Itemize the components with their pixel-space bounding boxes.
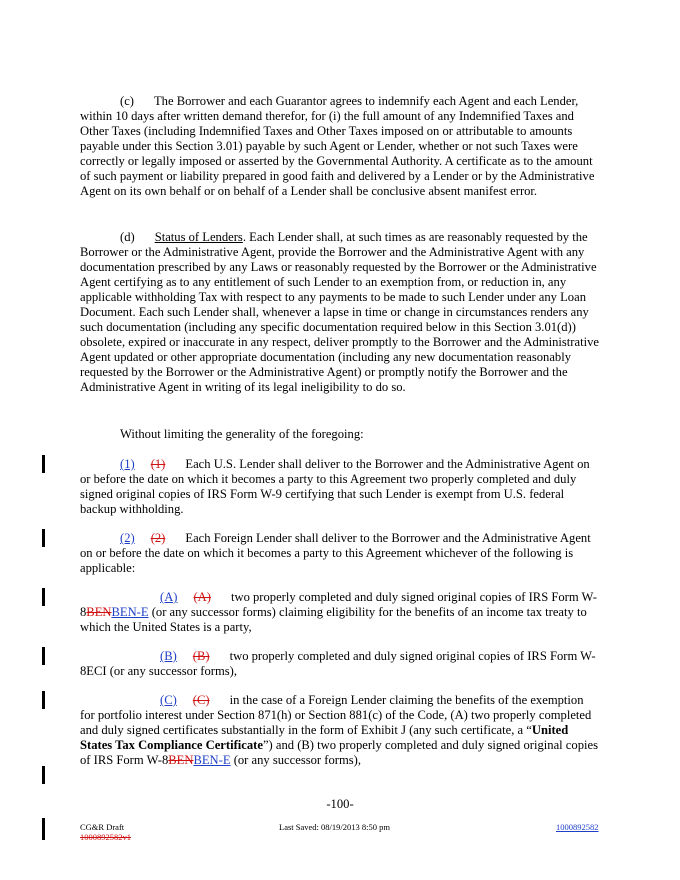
paragraph-c-label: (c) xyxy=(120,94,134,108)
item-A-form-inserted: BEN-E xyxy=(111,605,149,619)
item-A-text-pre: two properly completed and duly signed original copies of IRS Form W-8 xyxy=(80,590,597,619)
item-B-text: two properly completed and duly signed original copies of IRS Form W-8ECI (or any successor forms), xyxy=(80,649,596,678)
item-B-inserted-label: (B) xyxy=(160,649,177,663)
item-2-text: Each Foreign Lender shall deliver to the Borrower and the Administrative Agent on or before the date on which it becomes a party to this Agreement whichever of the following is applicable: xyxy=(80,531,591,575)
item-2 xyxy=(80,531,600,576)
page-number: -100- xyxy=(326,797,354,811)
change-bar xyxy=(42,455,45,473)
item-B xyxy=(80,649,600,679)
footer-left xyxy=(80,822,131,842)
paragraph-d-text: . Each Lender shall, at such times as are reasonably requested by the Borrower or the Administrative Agent, provide the Borrower and the Administrative Agent with any documentation prescribed by any Laws or reasonably requested by the Borrower or the Administrative Agent certifying as to any entitlement of such Lender to an exemption from, or reduction in, any applicable withholding Tax with respect to any payments to be made to such Lender under any Loan Document. Each such Lender shall, whenever a lapse in time or change in circumstances renders any such documentation (including any specific documentation required below in this Section 3.01(d)) obsolete, expired or inaccurate in any respect, deliver promptly to the Borrower and the Administrative Agent updated or other appropriate documentation (including any new documentation reasonably requested by the Borrower or the Administrative Agent) or promptly notify the Borrower and the Administrative Agent in writing of its legal ineligibility to do so. xyxy=(80,230,599,394)
item-1 xyxy=(80,457,600,517)
footer-docnum: 1000892582 xyxy=(556,822,599,832)
paragraph-d-heading: Status of Lenders xyxy=(154,230,243,244)
footer-draft-label: CG&R Draft xyxy=(80,822,125,832)
item-C-text-pre: in the case of a Foreign Lender claiming the benefits of the exemption for portfolio interest under Section 871(h) or Section 881(c) of the Code, (A) two properly completed and duly signed certificates substantially in the form of Exhibit J (any such certificate, a “ xyxy=(80,693,592,737)
item-C-text-post: (or any successor forms), xyxy=(230,753,361,767)
item-A-inserted-label: (A) xyxy=(160,590,178,604)
change-bar xyxy=(42,818,45,840)
item-A-text-post: (or any successor forms) claiming eligibility for the benefits of an income tax treaty to which the United States is a party, xyxy=(80,605,587,634)
item-C xyxy=(80,693,600,768)
change-bar xyxy=(42,766,45,784)
change-bar xyxy=(42,691,45,709)
item-C-inserted-label: (C) xyxy=(160,693,177,707)
item-2-inserted-label: (2) xyxy=(120,531,135,545)
item-C-deleted-label: (C) xyxy=(192,693,210,707)
item-1-inserted-label: (1) xyxy=(120,457,135,471)
item-2-deleted-label: (2) xyxy=(150,531,166,545)
footer-last-saved: Last Saved: 08/19/2013 8:50 pm xyxy=(279,822,390,832)
item-C-defined-term: United States Tax Compliance Certificate xyxy=(80,723,569,752)
footer-deleted-docnum: 100089258​2v1 xyxy=(80,832,131,842)
item-1-text: Each U.S. Lender shall deliver to the Borrower and the Administrative Agent on or before the date on which it becomes a party to this Agreement two properly completed and duly signed original copies of IRS Form W-9 certifying that such Lender is exempt from U.S. federal backup withholding. xyxy=(80,457,590,516)
change-bar xyxy=(42,588,45,606)
change-bar xyxy=(42,647,45,665)
paragraph-d-label: (d) xyxy=(120,230,135,244)
change-bar xyxy=(42,529,45,547)
item-C-text-mid: ”) and (B) two properly completed and duly signed original copies of IRS Form W-8 xyxy=(80,738,598,767)
paragraph-c-text: The Borrower and each Guarantor agrees to indemnify each Agent and each Lender, within 10 days after written demand therefor, for (i) the full amount of any Indemnified Taxes and Other Taxes (including Indemnified Taxes and Other Taxes imposed on or attributable to amounts payable under this Section 3.01) payable by such Agent or Lender, whether or not such Taxes were correctly or legally imposed or asserted by the Governmental Authority. A certificate as to the amount of such payment or liability prepared in good faith and delivered by a Lender or by the Administrative Agent on its own behalf or on behalf of a Lender shall be conclusive absent manifest error. xyxy=(80,94,595,198)
paragraph-c xyxy=(80,94,600,199)
intro-text: Without limiting the generality of the foregoing: xyxy=(120,427,364,441)
item-C-form-deleted: BEN xyxy=(168,753,194,767)
item-1-deleted-label: (1) xyxy=(150,457,166,471)
intro-line xyxy=(80,427,600,442)
item-A-form-deleted: BEN xyxy=(86,605,112,619)
item-C-form-inserted: BEN-E xyxy=(193,753,231,767)
item-A-deleted-label: (A) xyxy=(193,590,211,604)
paragraph-d xyxy=(80,230,600,395)
item-B-deleted-label: (B) xyxy=(192,649,210,663)
item-A xyxy=(80,590,600,635)
